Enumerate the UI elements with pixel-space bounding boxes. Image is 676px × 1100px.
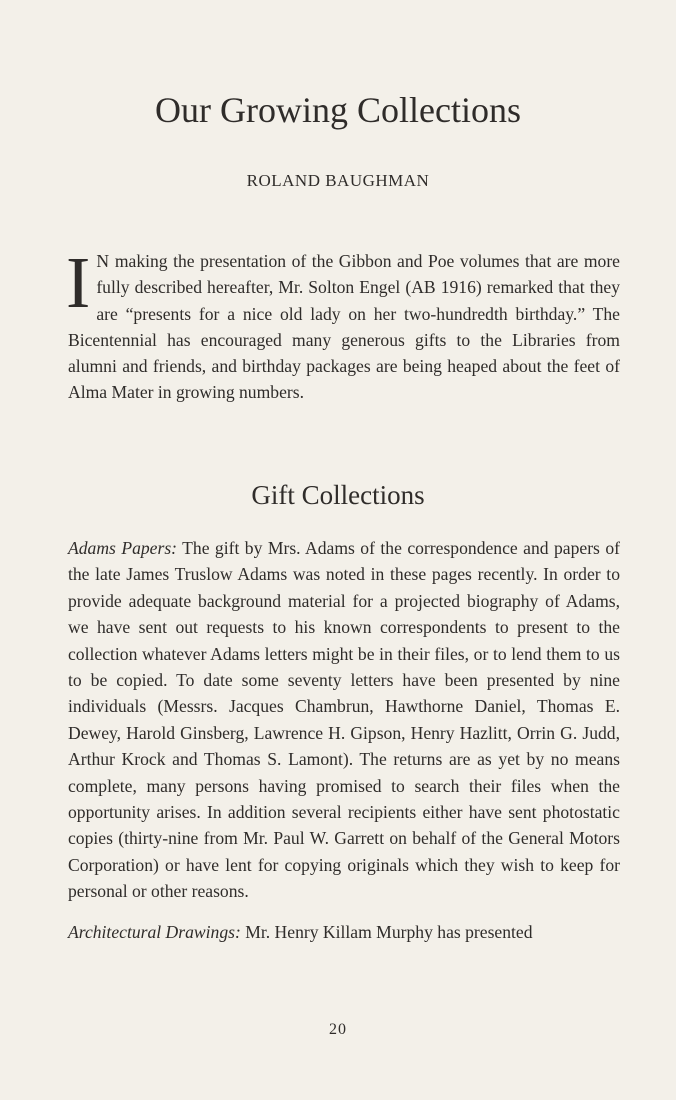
section-body [68, 535, 620, 945]
drop-cap: I [66, 242, 91, 323]
page-title: Our Growing Collections [155, 90, 521, 130]
section-heading: Gift Collections [251, 480, 425, 510]
adams-papers-paragraph [68, 535, 620, 905]
author-byline: ROLAND BAUGHMAN [246, 171, 430, 190]
intro-paragraph [66, 242, 620, 406]
paragraph-text: Mr. Henry Killam Murphy has presented [240, 921, 533, 942]
architectural-drawings-paragraph [68, 919, 620, 945]
paragraph-runin-heading: Architectural Drawings: [68, 921, 241, 942]
page-number: 20 [329, 1021, 347, 1038]
paragraph-runin-heading: Adams Papers: [68, 538, 178, 558]
intro-lead-caps: N [96, 251, 110, 271]
paragraph-text: The gift by Mrs. Adams of the correspondence and papers of the late James Truslow Adams was noted in these pages recently. In order to provide adequate background material for a projected biography of Adams, we have sent out requests to his known correspondents to present to the collection whatever Adams letters might be in their files, or to lend them to us to be copied. To date some seventy letters have been presented by nine individuals (Messrs. Jacques Chambrun, Hawthorne Daniel, Thomas E. Dewey, Harold Ginsberg, Lawrence H. Gipson, Henry Hazlitt, Orrin G. Judd, Arthur Krock and Thomas S. Lamont). The returns are as yet by no means complete, many persons having promised to search their files when the opportunity arises. In addition several recipients either have sent photostatic copies (thirty-nine from Mr. Paul W. Garrett on behalf of the General Motors Corporation) or have lent for copying originals which they wish to keep for personal or other reasons. [68, 538, 620, 902]
intro-text: making the presentation of the Gibbon and Poe volumes that are more fully described hereafter, Mr. Solton Engel (AB 1916) remarked that they are “presents for a nice old lady on her two-hundredth birthday.” The Bicentennial has encouraged many generous gifts to the Libraries from alumni and friends, and birthday packages are being heaped about the feet of Alma Mater in growing numbers. [68, 251, 620, 403]
